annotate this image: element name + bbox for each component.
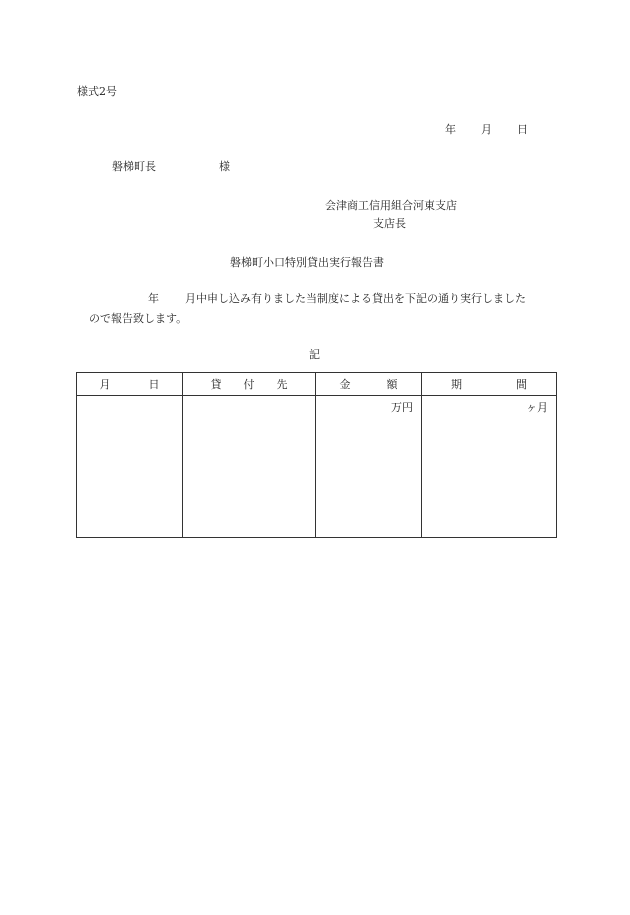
header-period-2: 間 (516, 378, 527, 391)
date-day-label: 日 (517, 123, 528, 136)
ki-heading: 記 (309, 348, 320, 361)
header-date (77, 373, 183, 396)
header-lender-2: 付 (243, 378, 255, 391)
addressee-name: 磐梯町長 (112, 160, 156, 173)
body-year-label: 年 (148, 292, 159, 305)
period-unit: ヶ月 (526, 401, 548, 414)
header-amount (316, 373, 422, 396)
header-period (422, 373, 557, 396)
header-amount-1: 金 (339, 378, 351, 391)
cell-period[interactable] (422, 396, 557, 538)
amount-unit: 万円 (391, 401, 413, 414)
body-line1: 月中申し込み有りました当制度による貸出を下記の通り実行しました (185, 292, 526, 305)
loan-table (76, 372, 557, 538)
header-date-day: 日 (148, 378, 160, 391)
table-header-row (77, 373, 557, 396)
header-period-1: 期 (451, 378, 462, 391)
cell-lender[interactable] (183, 396, 316, 538)
cell-amount[interactable] (316, 396, 422, 538)
document-title: 磐梯町小口特別貸出実行報告書 (230, 256, 384, 269)
header-date-month: 月 (99, 378, 111, 391)
table-row (77, 396, 557, 538)
header-lender-3: 先 (276, 378, 288, 391)
header-amount-2: 額 (386, 378, 398, 391)
body-line2: ので報告致します。 (89, 312, 188, 325)
header-lender-1: 貸 (210, 378, 222, 391)
cell-date[interactable] (77, 396, 183, 538)
sender-organization: 会津商工信用組合河東支店 (325, 199, 457, 212)
form-number: 様式2号 (77, 85, 117, 98)
date-year-label: 年 (445, 123, 456, 136)
sender-title: 支店長 (373, 217, 406, 230)
date-month-label: 月 (481, 123, 492, 136)
addressee-honorific: 様 (219, 160, 230, 173)
header-lender (183, 373, 316, 396)
